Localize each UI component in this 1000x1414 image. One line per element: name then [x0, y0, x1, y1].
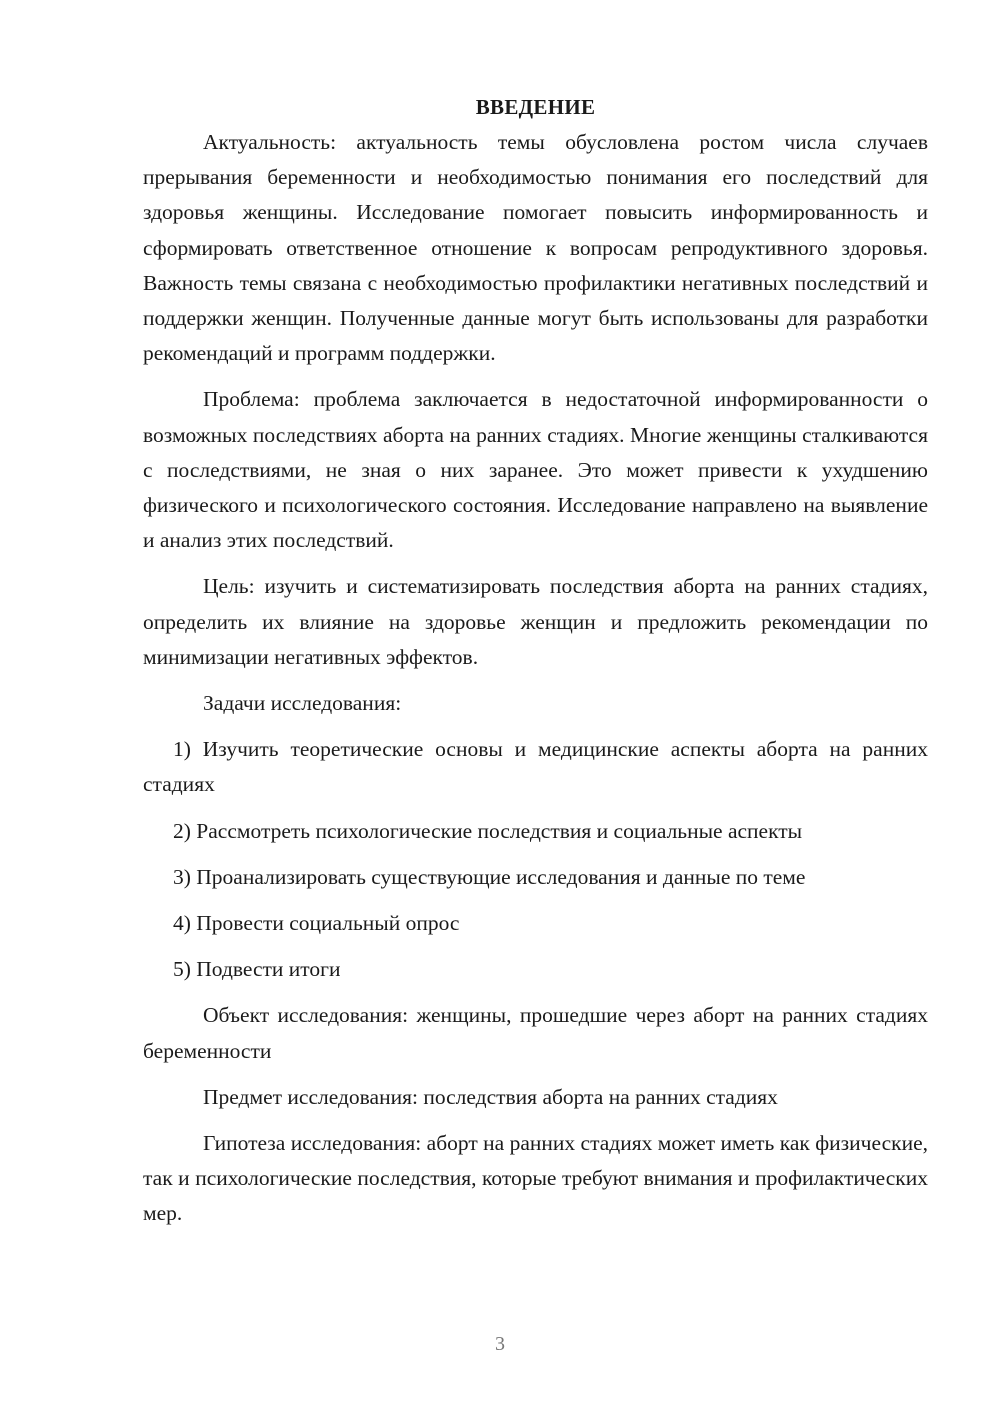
paragraph-goal: Цель: изучить и систематизировать последствия аборта на ранних стадиях, определить их влияние на здоровье женщин и предложить рекомендации по минимизации негативных эффектов. [143, 574, 928, 669]
task-item-4: 4) Провести социальный опрос [173, 911, 460, 936]
paragraph-subject: Предмет исследования: последствия аборта на ранних стадиях [203, 1084, 778, 1109]
page-number: 3 [495, 1333, 505, 1355]
paragraph-hypothesis: Гипотеза исследования: аборт на ранних стадиях может иметь как физические, так и психологические последствия, которые требуют внимания и профилактических мер. [143, 1131, 928, 1226]
task-item-3: 3) Проанализировать существующие исследования и данные по теме [173, 864, 806, 889]
paragraph-problem: Проблема: проблема заключается в недостаточной информированности о возможных последствиях аборта на ранних стадиях. Многие женщины сталкиваются с последствиями, не зная о них заранее. Это может привести к ухудшению физического и психологического состояния. Исследование направлено на выявление и анализ этих последствий. [143, 387, 928, 553]
paragraph-object: Объект исследования: женщины, прошедшие через аборт на ранних стадиях беременности [143, 1003, 928, 1063]
document-page [143, 90, 928, 1232]
paragraph-relevance: Актуальность: актуальность темы обусловлена ростом числа случаев прерывания беременности и необходимостью понимания его последствий для здоровья женщины. Исследование помогает повысить информированность и сформировать ответственное отношение к вопросам репродуктивного здоровья. Важность темы связана с необходимостью профилактики негативных последствий и поддержки женщин. Полученные данные могут быть использованы для разработки рекомендаций и программ поддержки. [143, 130, 928, 366]
section-heading: ВВЕДЕНИЕ [475, 95, 596, 119]
task-item-1: 1) Изучить теоретические основы и медицинские аспекты аборта на ранних стадиях [143, 737, 928, 797]
task-item-5: 5) Подвести итоги [173, 957, 341, 982]
tasks-title: Задачи исследования: [203, 691, 402, 716]
task-item-2: 2) Рассмотреть психологические последствия и социальные аспекты [173, 818, 803, 843]
